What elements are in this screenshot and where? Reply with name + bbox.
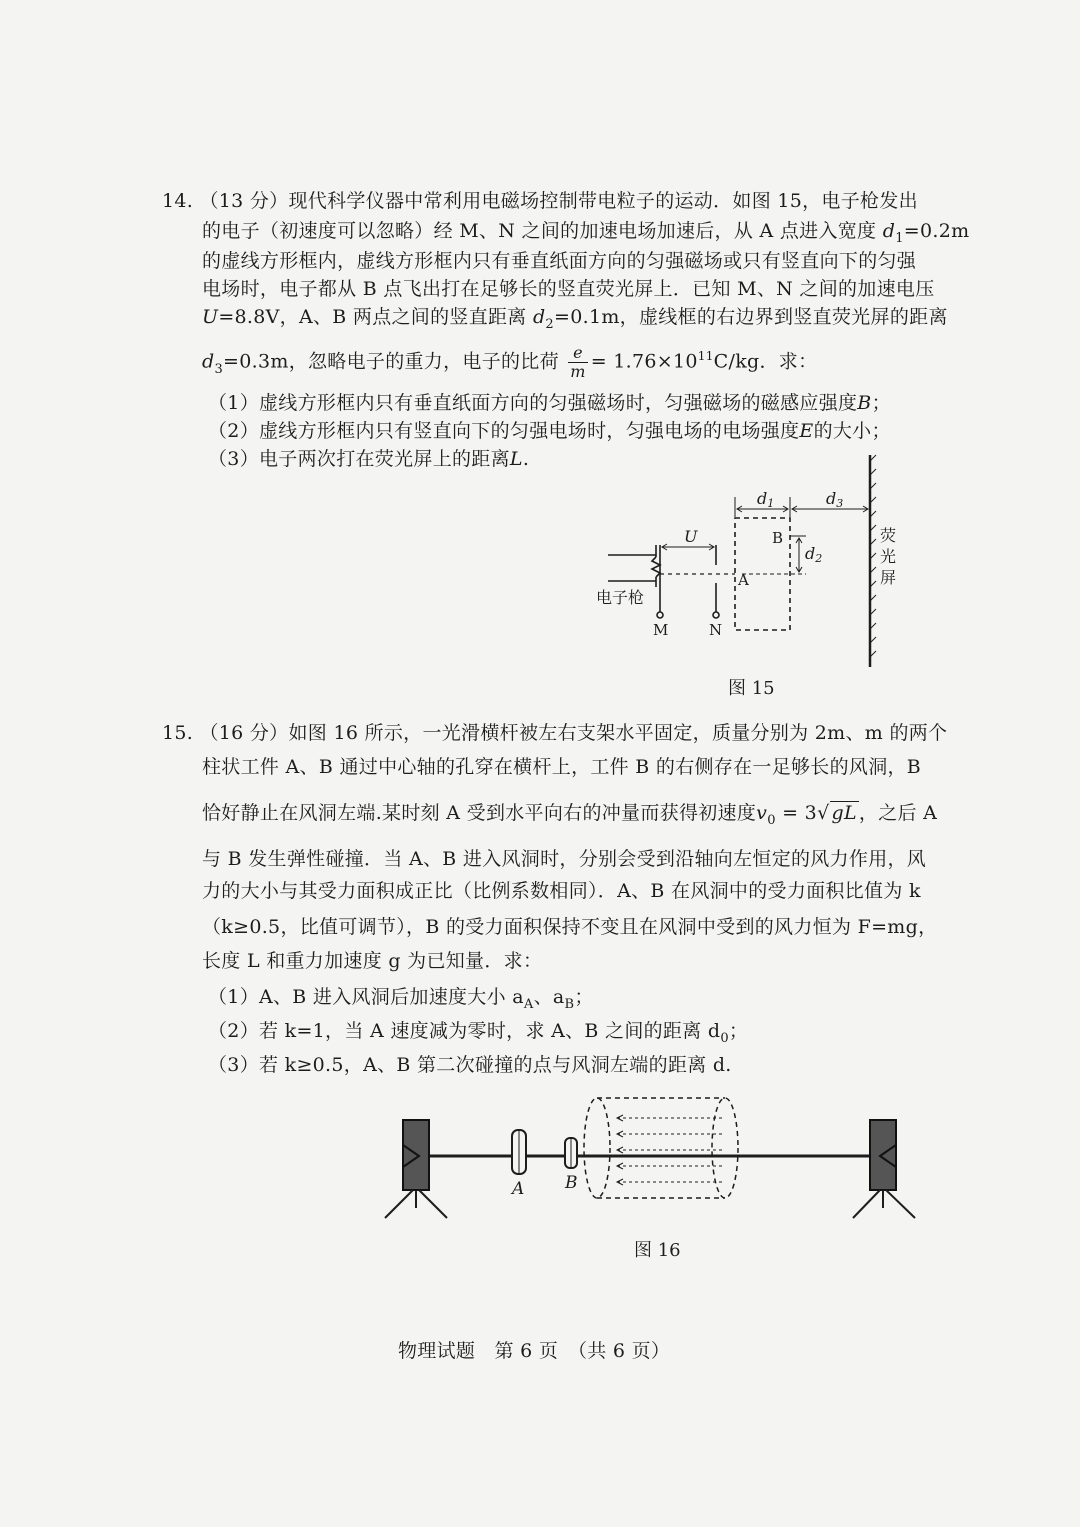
fig15-label-u: U	[684, 527, 698, 546]
fig15-point-b: B	[772, 529, 784, 547]
charge-mass-ratio: $\frac{e}{m}$	[570, 343, 586, 381]
fig15-screen-char-3: 屏	[880, 568, 897, 587]
q14-line-5: U=8.8V，A、B 两点之间的竖直距离 $d_2=0.1m$，虚线框的右边界到竖直荧光屏的距离	[202, 306, 948, 332]
q14-number: 14.	[162, 190, 194, 212]
q15-line-4: 与 B 发生弹性碰撞．当 A、B 进入风洞时，分别会受到沿轴向左恒定的风力作用，风	[202, 848, 927, 870]
fig15-label-n: N	[709, 621, 723, 639]
fig15-screen-char-2: 光	[880, 547, 897, 566]
q14-score: （13 分）	[199, 190, 289, 212]
q15-line-7: 长度 L 和重力加速度 g 为已知量．求：	[202, 950, 543, 972]
page-footer: 物理试题 第 6 页 （共 6 页）	[398, 1340, 671, 1362]
q14-line-3: 的虚线方形框内，虚线方形框内只有垂直纸面方向的匀强磁场或只有竖直向下的匀强	[202, 250, 917, 272]
q15-number: 15.	[162, 722, 194, 744]
q14-sub-2: （2）虚线方形框内只有竖直向下的匀强电场时，匀强电场的电场强度E的大小；	[208, 420, 891, 442]
fig15-point-a: A	[738, 571, 749, 589]
fig16-label-b: B	[565, 1173, 578, 1193]
fig15-screen-char-1: 荧	[880, 526, 897, 545]
q15-line-6: （k≥0.5，比值可调节），B 的受力面积保持不变且在风洞中受到的风力恒为 F=mg，	[202, 916, 938, 938]
q14-sub-3: （3）电子两次打在荧光屏上的距离L.	[208, 448, 530, 470]
fig15-label-d2: d2	[805, 544, 823, 565]
q14-line-6: $d_3=0.3m$，忽略电子的重力，电子的比荷 $\frac{e}{m}$ = $1.76\times 10^{11}C/kg$．求：	[202, 343, 818, 381]
fig15-label-m: M	[653, 621, 669, 639]
q14-line-1: 14. （13 分）现代科学仪器中常利用电磁场控制带电粒子的运动．如图 15，电子枪发出	[162, 190, 918, 212]
q15-line-3: 恰好静止在风洞左端.某时刻 A 受到水平向右的冲量而获得初速度$v_0 = 3√$ gL ，之后 A	[202, 802, 938, 828]
figure-16-caption: 图 16	[634, 1240, 681, 1261]
q14-line-2: 的电子（初速度可以忽略）经 M、N 之间的加速电场加速后，从 A 点进入宽度 $d_1=0.2m$	[202, 220, 970, 246]
q14-line-4: 电场时，电子都从 B 点飞出打在足够长的竖直荧光屏上．已知 M、N 之间的加速电压	[202, 278, 935, 300]
figure-16	[375, 1090, 925, 1225]
q15-line-2: 柱状工件 A、B 通过中心轴的孔穿在横杆上，工件 B 的右侧存在一足够长的风洞，B	[202, 756, 922, 778]
fig15-label-d3: d3	[826, 489, 844, 510]
figure-15	[590, 445, 910, 680]
q15-line-1: 15. （16 分）如图 16 所示，一光滑横杆被左右支架水平固定，质量分别为 2m、m 的两个	[162, 722, 948, 744]
q15-sub-2: （2）若 k=1，当 A 速度减为零时，求 A、B 之间的距离 $d_0$；	[208, 1020, 749, 1046]
fig15-gun-label: 电子枪	[596, 588, 645, 607]
fig15-label-d1: d1	[757, 489, 775, 510]
q15-sub-3: （3）若 k≥0.5，A、B 第二次碰撞的点与风洞左端的距离 d.	[208, 1054, 732, 1076]
q15-score: （16 分）	[199, 722, 289, 744]
q15-sub-1: （1）A、B 进入风洞后加速度大小 $a_A$、$a_B$；	[208, 986, 594, 1012]
q14-sub-1: （1）虚线方形框内只有垂直纸面方向的匀强磁场时，匀强磁场的磁感应强度B；	[208, 392, 891, 414]
q15-line-5: 力的大小与其受力面积成正比（比例系数相同）．A、B 在风洞中的受力面积比值为 k	[202, 880, 921, 902]
fig16-label-a: A	[512, 1179, 525, 1199]
figure-15-caption: 图 15	[728, 678, 775, 699]
